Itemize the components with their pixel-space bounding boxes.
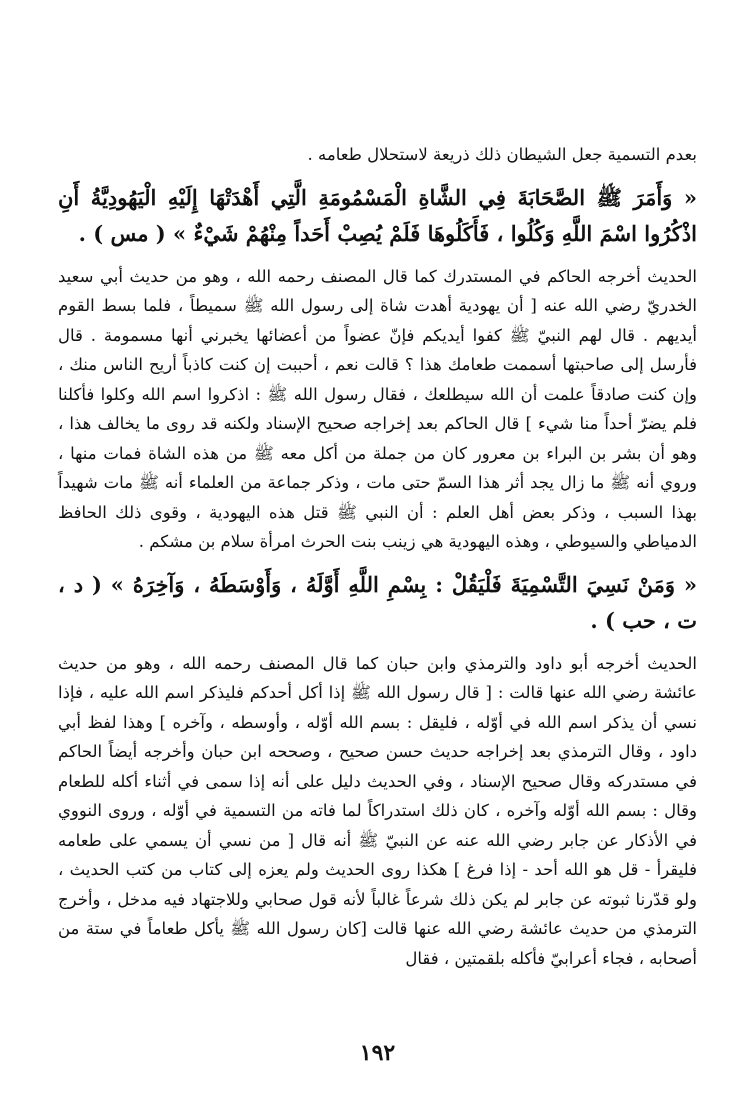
hadith-text-1: « وَأَمَرَ ﷺ الصَّحَابَةَ فِي الشَّاةِ الْمَسْمُومَةِ الَّتِي أَهْدَتْهَا إِلَيْهِ الْيَهُودِيَّةُ أَنِ اذْكُرُوا اسْمَ اللَّهِ وَكُلُوا ، فَأَكَلُوهَا فَلَمْ يُصِبْ أَحَداً مِنْهُمْ شَيْءٌ » ( مس ) . bbox=[58, 184, 697, 246]
commentary-paragraph-1: الحديث أخرجه الحاكم في المستدرك كما قال المصنف رحمه الله ، وهو من حديث أبي سعيد الخدريّ رضي الله عنه [ أن يهودية أهدت شاة إلى رسول الله ﷺ سميطاً ، فلما بسط القوم أيديهم . قال لهم النبيّ ﷺ كفوا أيديكم فإنّ عضواً من أعضائها يخبرني أنها مسمومة . قال فأرسل إلى صاحبتها أسممت طعامك هذا ؟ قالت نعم ، أحببت إن كنت كاذباً أريح الناس منك ، وإن كنت صادقاً علمت أن الله سيطلعك ، فقال رسول الله ﷺ : اذكروا اسم الله وكلوا فأكلنا فلم يضرّ أحداً منا شيء ] قال الحاكم بعد إخراجه صحيح الإسناد ولكنه قد روى ما يخالف هذا ، وهو أن بشر بن البراء بن معرور كان من جملة من أكل معه ﷺ من هذه الشاة فمات منها ، وروي أنه ﷺ ما زال يجد أثر هذا السمّ حتى مات ، وذكر جماعة من العلماء أنه ﷺ مات شهيداً بهذا السبب ، وذكر بعض أهل العلم : أن النبي ﷺ قتل هذه اليهودية ، وقوى ذلك الحافظ الدمياطي والسيوطي ، وهذه اليهودية هي زينب بنت الحرث امرأة سلام بن مشكم . bbox=[58, 266, 697, 551]
commentary-paragraph-2: الحديث أخرجه أبو داود والترمذي وابن حبان كما قال المصنف رحمه الله ، وهو من حديث عائشة رضي الله عنها قالت : [ قال رسول الله ﷺ إذا أكل أحدكم فليذكر اسم الله عليه ، فإذا نسي أن يذكر اسم الله في أوّله ، فليقل : بسم الله أوّله ، وأوسطه ، وآخره ] وهذا لفظ أبي داود ، وقال الترمذي بعد إخراجه حديث حسن صحيح ، وصححه ابن حبان وأخرجه أيضاً الحاكم في مستدركه وقال صحيح الإسناد ، وفي الحديث دليل على أنه إذا سمى في أثناء أكله للطعام وقال : بسم الله أوّله وآخره ، كان ذلك استدراكاً لما فاته من التسمية في أوّله ، وروى النووي في الأذكار عن جابر رضي الله عنه عن النبيّ ﷺ أنه قال [ من نسي أن يسمي على طعامه فليقرأ - قل هو الله أحد - إذا فرغ ] هكذا روى الحديث ولم يعزه إلى كتاب من كتب الحديث ، ولو قدّرنا ثبوته عن جابر لم يكن ذلك شرعاً غالباً لأنه قول صحابي وللاجتهاد فيه مدخل ، وأخرج الترمذي من حديث عائشة رضي الله عنها قالت [كان رسول الله ﷺ يأكل طعاماً في ستة من أصحابه ، فجاء أعرابيّ فأكله بلقمتين ، فقال bbox=[58, 653, 697, 968]
hadith-text-2: « وَمَنْ نَسِيَ التَّسْمِيَةَ فَلْيَقُلْ : بِسْمِ اللَّهِ أَوَّلَهُ ، وَأَوْسَطَهُ ، وَآخِرَهُ » ( د ، ت ، حب ) . bbox=[58, 571, 697, 633]
page-number: ١٩٢ bbox=[359, 1040, 396, 1066]
opening-line: بعدم التسمية جعل الشيطان ذلك ذريعة لاستحلال طعامه . bbox=[307, 145, 697, 164]
page-body bbox=[58, 140, 697, 973]
